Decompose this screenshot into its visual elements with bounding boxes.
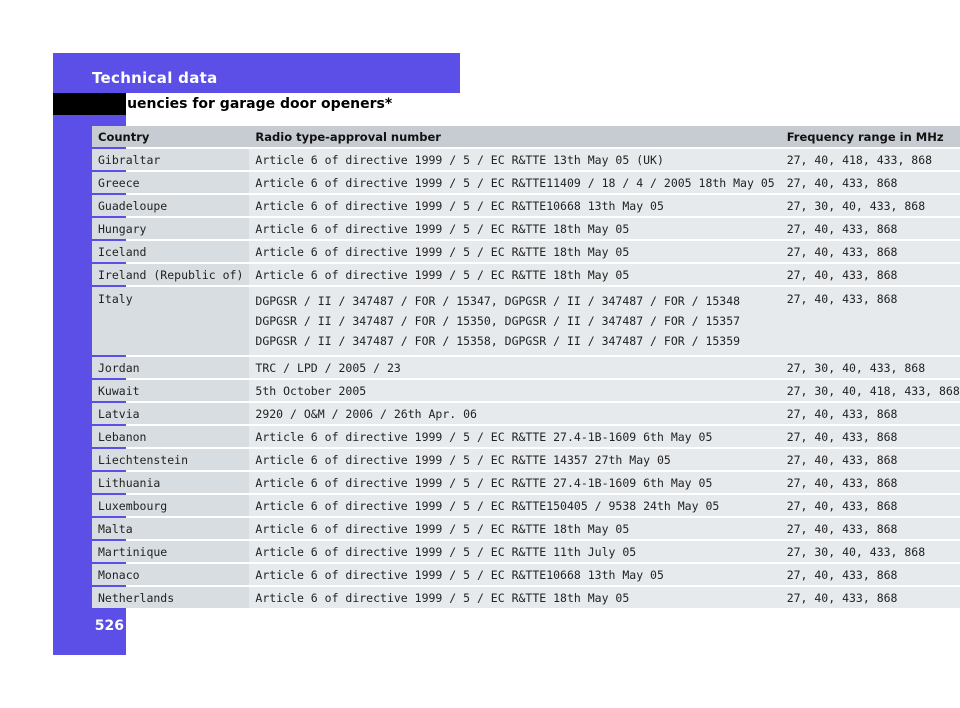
page-subtitle: Frequencies for garage door openers* [92, 96, 393, 112]
cell-approval [249, 241, 780, 262]
cell-country: Ireland (Republic of) [92, 264, 249, 285]
cell-frequency: 27, 40, 433, 868 [781, 172, 960, 193]
table-row [92, 149, 960, 170]
cell-frequency: 27, 40, 433, 868 [781, 264, 960, 285]
table-row [92, 264, 960, 285]
approval-line: Article 6 of directive 1999 / 5 / EC R&TTE10668 13th May 05 [255, 198, 664, 213]
approval-line: DGPGSR / II / 347487 / FOR / 15350, DGPGSR / II / 347487 / FOR / 15357 [255, 314, 741, 328]
section-title: Technical data [92, 69, 218, 87]
cell-frequency: 27, 40, 433, 868 [781, 426, 960, 447]
table-row [92, 426, 960, 447]
approval-line: Article 6 of directive 1999 / 5 / EC R&TTE 18th May 05 [255, 590, 630, 605]
cell-approval [249, 357, 780, 378]
cell-country: Jordan [92, 357, 249, 378]
cell-approval [249, 541, 780, 562]
cell-frequency: 27, 40, 433, 868 [781, 472, 960, 493]
table-row [92, 172, 960, 193]
table-row [92, 564, 960, 585]
table-row [92, 518, 960, 539]
cell-frequency: 27, 30, 40, 433, 868 [781, 195, 960, 216]
column-header-approval: Radio type-approval number [249, 126, 780, 147]
cell-country: Kuwait [92, 380, 249, 401]
table-row [92, 357, 960, 378]
cell-approval [249, 564, 780, 585]
column-header-country: Country [92, 126, 249, 147]
cell-approval [249, 264, 780, 285]
approval-line: Article 6 of directive 1999 / 5 / EC R&TTE10668 13th May 05 [255, 567, 664, 582]
table-body [92, 149, 960, 608]
cell-approval [249, 449, 780, 470]
cell-frequency: 27, 40, 433, 868 [781, 218, 960, 239]
cell-approval [249, 587, 780, 608]
cell-country: Malta [92, 518, 249, 539]
cell-country: Iceland [92, 241, 249, 262]
table-row [92, 403, 960, 424]
table-row [92, 495, 960, 516]
frequency-table-container [92, 126, 960, 610]
cell-approval [249, 195, 780, 216]
cell-approval [249, 518, 780, 539]
table-row [92, 541, 960, 562]
cell-frequency: 27, 30, 40, 418, 433, 868 [781, 380, 960, 401]
cell-country: Monaco [92, 564, 249, 585]
cell-country: Liechtenstein [92, 449, 249, 470]
cell-frequency: 27, 40, 418, 433, 868 [781, 149, 960, 170]
approval-line: Article 6 of directive 1999 / 5 / EC R&TTE 27.4-1B-1609 6th May 05 [255, 429, 713, 444]
approval-line: Article 6 of directive 1999 / 5 / EC R&TTE 13th May 05 (UK) [255, 152, 664, 167]
cell-frequency: 27, 40, 433, 868 [781, 564, 960, 585]
table-row [92, 587, 960, 608]
cell-country: Luxembourg [92, 495, 249, 516]
table-row [92, 218, 960, 239]
approval-line: DGPGSR / II / 347487 / FOR / 15347, DGPGSR / II / 347487 / FOR / 15348 [255, 294, 741, 308]
cell-frequency: 27, 40, 433, 868 [781, 587, 960, 608]
frequency-table [92, 124, 960, 610]
cell-approval [249, 403, 780, 424]
cell-frequency: 27, 40, 433, 868 [781, 449, 960, 470]
table-row [92, 287, 960, 355]
approval-line: Article 6 of directive 1999 / 5 / EC R&TTE 14357 27th May 05 [255, 452, 671, 467]
cell-country: Guadeloupe [92, 195, 249, 216]
cell-frequency: 27, 40, 433, 868 [781, 241, 960, 262]
cell-country: Latvia [92, 403, 249, 424]
table-row [92, 241, 960, 262]
table-header-row [92, 126, 960, 147]
approval-line: Article 6 of directive 1999 / 5 / EC R&TTE 18th May 05 [255, 267, 630, 282]
cell-approval [249, 218, 780, 239]
approval-line: Article 6 of directive 1999 / 5 / EC R&TTE 18th May 05 [255, 221, 630, 236]
cell-frequency: 27, 30, 40, 433, 868 [781, 541, 960, 562]
cell-approval [249, 495, 780, 516]
cell-approval [249, 149, 780, 170]
cell-frequency: 27, 40, 433, 868 [781, 403, 960, 424]
cell-approval [249, 426, 780, 447]
table-row [92, 380, 960, 401]
cell-frequency: 27, 40, 433, 868 [781, 518, 960, 539]
table-row [92, 449, 960, 470]
approval-line: 2920 / O&M / 2006 / 26th Apr. 06 [255, 406, 477, 421]
approval-line: Article 6 of directive 1999 / 5 / EC R&TTE150405 / 9538 24th May 05 [255, 498, 720, 513]
cell-country: Lebanon [92, 426, 249, 447]
cell-approval [249, 472, 780, 493]
cell-country: Hungary [92, 218, 249, 239]
approval-line: Article 6 of directive 1999 / 5 / EC R&TTE 27.4-1B-1609 6th May 05 [255, 475, 713, 490]
page-number: 526 [94, 618, 124, 634]
cell-approval [249, 380, 780, 401]
cell-country: Greece [92, 172, 249, 193]
approval-line: Article 6 of directive 1999 / 5 / EC R&TTE 18th May 05 [255, 244, 630, 259]
cell-country: Gibraltar [92, 149, 249, 170]
column-header-frequency: Frequency range in MHz [781, 126, 960, 147]
approval-line: TRC / LPD / 2005 / 23 [255, 360, 401, 375]
table-row [92, 195, 960, 216]
approval-line: DGPGSR / II / 347487 / FOR / 15358, DGPGSR / II / 347487 / FOR / 15359 [255, 334, 741, 348]
cell-frequency: 27, 30, 40, 433, 868 [781, 357, 960, 378]
cell-approval [249, 172, 780, 193]
cell-approval [249, 287, 780, 355]
cell-country: Martinique [92, 541, 249, 562]
cell-country: Netherlands [92, 587, 249, 608]
approval-line: Article 6 of directive 1999 / 5 / EC R&TTE 18th May 05 [255, 521, 630, 536]
table-row [92, 472, 960, 493]
approval-line: 5th October 2005 [255, 383, 367, 398]
cell-country: Italy [92, 287, 249, 355]
cell-country: Lithuania [92, 472, 249, 493]
approval-line: Article 6 of directive 1999 / 5 / EC R&TTE 11th July 05 [255, 544, 637, 559]
cell-frequency: 27, 40, 433, 868 [781, 287, 960, 355]
approval-line: Article 6 of directive 1999 / 5 / EC R&TTE11409 / 18 / 4 / 2005 18th May 05 [255, 175, 775, 190]
cell-frequency: 27, 40, 433, 868 [781, 495, 960, 516]
